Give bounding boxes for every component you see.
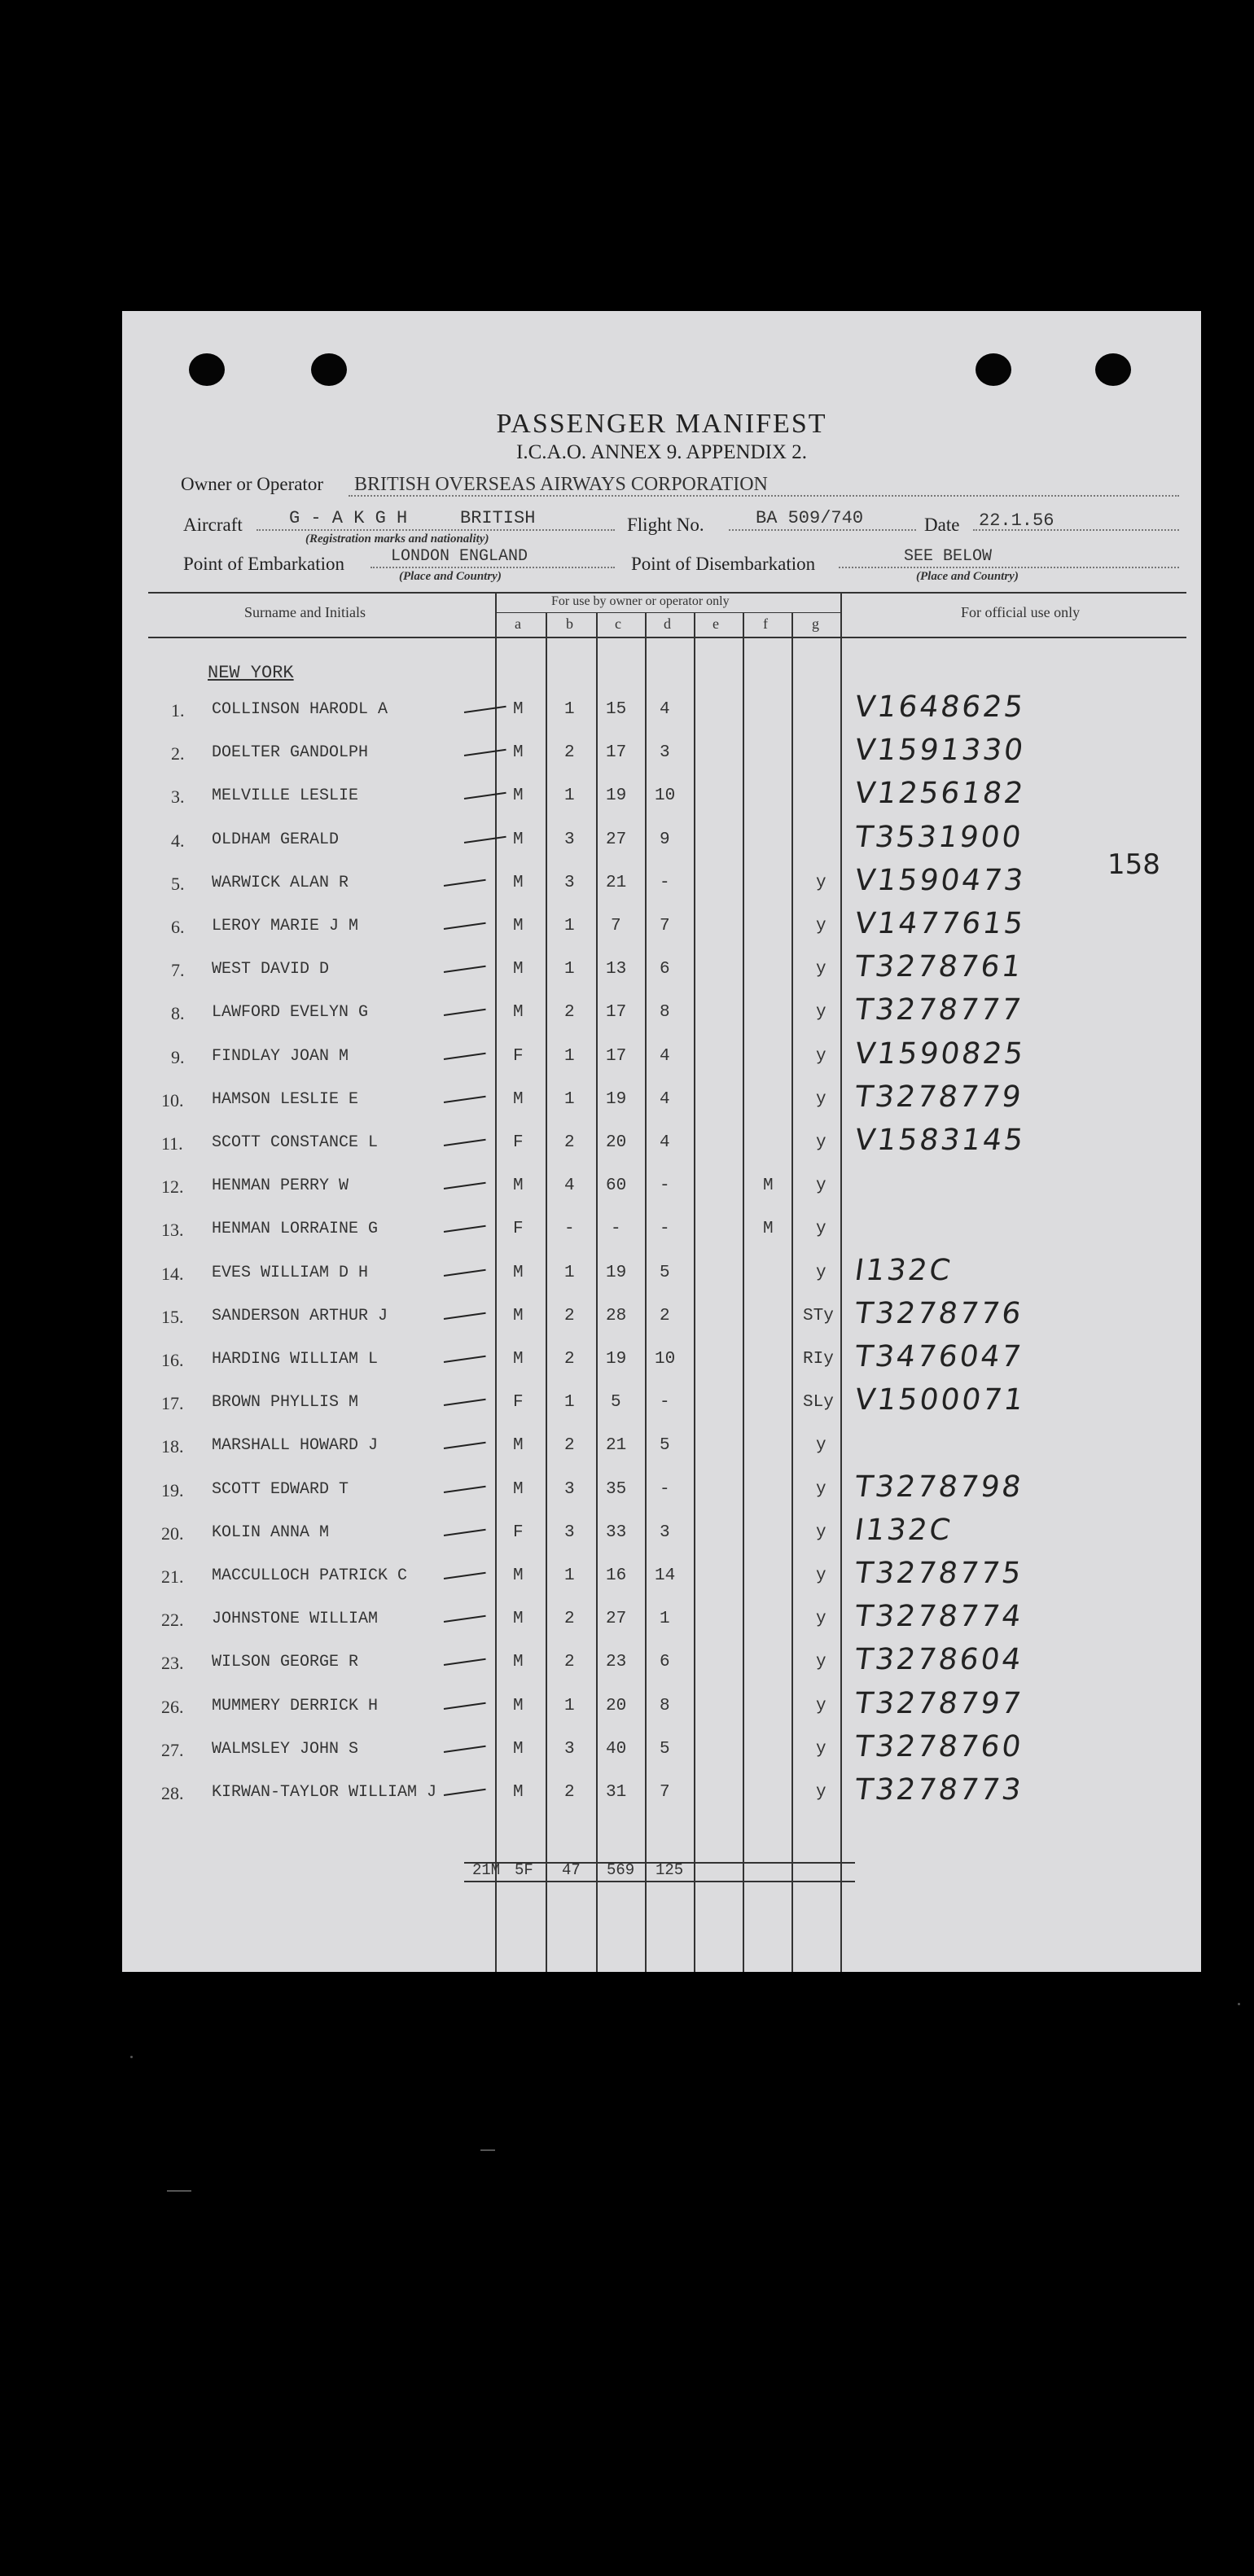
col-b-value: 3 [564,1523,575,1542]
official-handwritten-number: T3278798 [853,1470,1026,1504]
table-row [122,1514,1201,1556]
passenger-name: MUMMERY DERRICK H [212,1697,379,1715]
table-row [122,1080,1201,1123]
official-handwritten-number: T3531900 [853,821,1026,854]
official-handwritten-number: V1500071 [853,1383,1028,1417]
passenger-name: DOELTER GANDOLPH [212,743,369,762]
col-d-value: 14 [655,1566,676,1585]
table-row [122,690,1201,733]
official-handwritten-number: T3278604 [853,1643,1026,1676]
total-d: 125 [656,1861,684,1879]
total-male: 21M [472,1861,501,1879]
passenger-name: FINDLAY JOAN M [212,1047,349,1066]
manifest-page [122,311,1201,1972]
passenger-name: MELVILLE LESLIE [212,786,359,805]
col-b-value: - [564,1220,575,1238]
col-b-value: 2 [564,1307,575,1325]
passenger-name: KOLIN ANNA M [212,1523,330,1542]
table-row [122,1436,1201,1469]
col-g-value: STy [803,1307,834,1325]
flight-value: BA 509/740 [756,508,864,528]
col-c-value: 17 [606,1003,627,1022]
row-number: 14. [161,1264,184,1284]
col-g-value: y [816,1003,826,1022]
check-mark [444,1096,486,1103]
table-row [122,1600,1201,1642]
col-g-value: y [816,1480,826,1499]
check-mark [464,792,506,800]
col-b-value: 3 [564,874,575,892]
col-d-value: 2 [660,1307,670,1325]
col-b-value: 1 [564,1090,575,1109]
row-number: 17. [161,1393,184,1413]
row-number: 23. [161,1653,184,1673]
col-g-value: y [816,960,826,979]
col-d-value: 10 [655,1350,676,1369]
col-g-value: RIy [803,1350,834,1369]
punch-hole [976,353,1011,386]
table-row [122,1297,1201,1339]
row-number: 6. [171,917,185,937]
official-handwritten-number: T3278760 [853,1730,1026,1763]
col-d-value: - [660,1176,670,1195]
col-c-value: 19 [606,786,627,805]
table-row [122,1773,1201,1816]
subcol-d: d [664,616,671,632]
col-g-value: y [816,1047,826,1066]
row-number: 4. [171,830,185,851]
embark-label: Point of Embarkation [183,554,345,574]
subcol-e: e [712,616,719,632]
col-b-value: 2 [564,1610,575,1628]
table-row [122,1176,1201,1209]
row-number: 18. [161,1436,184,1457]
col-a-value: M [513,830,524,849]
col-d-value: 4 [660,1133,670,1152]
table-row [122,1340,1201,1382]
col-c-value: 17 [606,743,627,762]
col-a-value: M [513,917,524,935]
section-label: NEW YORK [208,663,294,683]
col-a-value: M [513,960,524,979]
col-c-value: 28 [606,1307,627,1325]
col-d-value: 5 [660,1436,670,1455]
col-d-value: 7 [660,917,670,935]
col-d-value: 4 [660,1090,670,1109]
passenger-name: MARSHALL HOWARD J [212,1436,379,1455]
check-mark [444,966,486,973]
col-a-value: M [513,1436,524,1455]
embark-note: (Place and Country) [399,570,502,583]
table-row [122,950,1201,992]
col-a-value: M [513,786,524,805]
col-c-value: 33 [606,1523,627,1542]
col-c-value: 13 [606,960,627,979]
check-mark [444,1529,486,1536]
col-b-value: 2 [564,1133,575,1152]
row-number: 9. [171,1047,185,1067]
col-b-value: 3 [564,830,575,849]
col-b-value: 2 [564,1436,575,1455]
col-a-value: M [513,1610,524,1628]
col-b-value: 2 [564,743,575,762]
col-d-value: 4 [660,700,670,719]
table-row [122,1037,1201,1080]
aircraft-reg: G - A K G H [289,508,408,528]
passenger-name: LAWFORD EVELYN G [212,1003,369,1022]
col-b-value: 2 [564,1653,575,1671]
row-number: 21. [161,1566,184,1587]
col-a-value: M [513,874,524,892]
subcol-b: b [566,616,573,632]
subcol-f: f [763,616,768,632]
col-a-value: F [513,1133,524,1152]
table-row [122,907,1201,949]
disembark-value: SEE BELOW [904,547,993,566]
col-d-value: 6 [660,1653,670,1671]
col-c-value: 27 [606,830,627,849]
col-c-value: 5 [611,1393,621,1412]
passenger-name: HAMSON LESLIE E [212,1090,359,1109]
passenger-name: COLLINSON HARODL A [212,700,388,719]
col-c-value: 16 [606,1566,627,1585]
row-number: 26. [161,1697,184,1717]
row-number: 3. [171,786,185,807]
passenger-name: OLDHAM GERALD [212,830,340,849]
col-a-value: F [513,1393,524,1412]
total-b: 47 [562,1861,581,1879]
row-number: 22. [161,1610,184,1630]
col-b-value: 1 [564,786,575,805]
col-c-value: 40 [606,1740,627,1759]
check-mark [464,706,506,713]
table-row [122,1470,1201,1513]
col-c-value: 20 [606,1697,627,1715]
col-c-value: - [611,1220,621,1238]
col-a-value: M [513,1480,524,1499]
check-mark [444,1312,486,1320]
flight-label: Flight No. [627,515,704,535]
passenger-name: SCOTT CONSTANCE L [212,1133,379,1152]
check-mark [444,1399,486,1406]
col-d-value: 6 [660,960,670,979]
punch-hole [189,353,225,386]
row-number: 5. [171,874,185,894]
col-g-value: y [816,1697,826,1715]
check-mark [444,1053,486,1060]
subcol-c: c [615,616,621,632]
row-number: 2. [171,743,185,764]
col-d-value: 5 [660,1740,670,1759]
col-a-value: M [513,1264,524,1282]
col-c-value: 7 [611,917,621,935]
col-g-value: y [816,1653,826,1671]
col-official-header: For official use only [961,604,1081,620]
col-a-value: M [513,1307,524,1325]
col-g-value: y [816,1783,826,1802]
official-handwritten-number: I132C [853,1254,955,1287]
col-g-value: y [816,1566,826,1585]
official-handwritten-number: T3278777 [853,993,1026,1027]
disembark-label: Point of Disembarkation [631,554,816,574]
col-b-value: 1 [564,917,575,935]
passenger-name: KIRWAN-TAYLOR WILLIAM J [212,1783,437,1802]
passenger-name: WARWICK ALAN R [212,874,349,892]
col-b-value: 3 [564,1740,575,1759]
aircraft-label: Aircraft [183,515,243,535]
table-row [122,1730,1201,1772]
row-number: 27. [161,1740,184,1760]
table-row [122,1687,1201,1729]
col-b-value: 1 [564,700,575,719]
col-d-value: 5 [660,1264,670,1282]
col-c-value: 31 [606,1783,627,1802]
passenger-name: WEST DAVID D [212,960,330,979]
col-a-value: M [513,700,524,719]
col-a-value: F [513,1523,524,1542]
table-row [122,734,1201,776]
official-handwritten-number: I132C [853,1514,955,1547]
row-number: 16. [161,1350,184,1370]
table-row [122,1220,1201,1252]
official-handwritten-number: T3278797 [853,1687,1026,1720]
col-c-value: 17 [606,1047,627,1066]
page-title: PASSENGER MANIFEST [496,409,827,439]
col-a-value: F [513,1220,524,1238]
check-mark [444,1486,486,1493]
row-number: 19. [161,1480,184,1500]
col-c-value: 15 [606,700,627,719]
col-g-value: y [816,1610,826,1628]
embark-value: LONDON ENGLAND [391,547,528,566]
col-name-header: Surname and Initials [244,604,366,620]
official-handwritten-number: V1591330 [853,734,1028,767]
passenger-name: BROWN PHYLLIS M [212,1393,359,1412]
col-d-value: - [660,1480,670,1499]
col-b-value: 2 [564,1783,575,1802]
col-owner-header: For use by owner or operator only [551,594,730,608]
check-mark [444,1789,486,1796]
check-mark [444,1139,486,1146]
col-c-value: 21 [606,874,627,892]
official-handwritten-number: T3476047 [853,1340,1026,1373]
date-value: 22.1.56 [979,510,1054,531]
col-b-value: 1 [564,1697,575,1715]
col-c-value: 19 [606,1264,627,1282]
col-a-value: M [513,1783,524,1802]
table-row [122,821,1201,863]
col-a-value: M [513,743,524,762]
col-d-value: - [660,1220,670,1238]
col-a-value: M [513,1697,524,1715]
col-g-value: y [816,1090,826,1109]
passenger-name: EVES WILLIAM D H [212,1264,369,1282]
check-mark [444,1009,486,1016]
official-handwritten-number: T3278779 [853,1080,1026,1114]
col-c-value: 20 [606,1133,627,1152]
col-c-value: 19 [606,1350,627,1369]
official-handwritten-number: V1648625 [853,690,1028,724]
official-handwritten-number: T3278761 [853,950,1026,984]
col-a-value: F [513,1047,524,1066]
aircraft-note: (Registration marks and nationality) [305,532,489,545]
owner-label: Owner or Operator [181,474,323,494]
row-number: 13. [161,1220,184,1240]
date-label: Date [924,515,960,535]
col-b-value: 1 [564,1393,575,1412]
col-d-value: 9 [660,830,670,849]
col-g-value: y [816,1436,826,1455]
check-mark [444,1615,486,1623]
col-g-value: y [816,1523,826,1542]
col-d-value: 8 [660,1003,670,1022]
passenger-name: SANDERSON ARTHUR J [212,1307,388,1325]
row-number: 15. [161,1307,184,1327]
passenger-name: LEROY MARIE J M [212,917,359,935]
page-subtitle: I.C.A.O. ANNEX 9. APPENDIX 2. [516,441,807,463]
col-d-value: - [660,1393,670,1412]
aircraft-nationality: BRITISH [460,508,536,528]
row-number: 1. [171,700,185,721]
col-d-value: 1 [660,1610,670,1628]
table-row [122,1124,1201,1166]
col-g-value: y [816,874,826,892]
col-a-value: M [513,1566,524,1585]
table-row [122,1254,1201,1296]
col-d-value: 7 [660,1783,670,1802]
col-d-value: 4 [660,1047,670,1066]
col-f-value: M [763,1176,774,1195]
col-b-value: 2 [564,1003,575,1022]
col-g-value: y [816,1740,826,1759]
col-a-value: M [513,1176,524,1195]
col-a-value: M [513,1740,524,1759]
col-b-value: 1 [564,1047,575,1066]
punch-hole [311,353,347,386]
row-number: 12. [161,1176,184,1197]
check-mark [444,1356,486,1363]
col-d-value: 8 [660,1697,670,1715]
table-row [122,777,1201,819]
row-number: 7. [171,960,185,980]
official-handwritten-number: V1590473 [853,864,1028,897]
owner-value: BRITISH OVERSEAS AIRWAYS CORPORATION [354,474,768,495]
official-handwritten-number: T3278773 [853,1773,1026,1807]
subcol-g: g [812,616,819,632]
passenger-name: HENMAN LORRAINE G [212,1220,379,1238]
official-handwritten-number: T3278776 [853,1297,1026,1330]
col-c-value: 35 [606,1480,627,1499]
passenger-name: WILSON GEORGE R [212,1653,359,1671]
col-g-value: y [816,1220,826,1238]
check-mark [444,1182,486,1189]
official-handwritten-number: V1256182 [853,777,1028,810]
col-g-value: y [816,1264,826,1282]
check-mark [444,1269,486,1277]
col-f-value: M [763,1220,774,1238]
check-mark [464,836,506,843]
row-number: 20. [161,1523,184,1544]
check-mark [444,879,486,887]
disembark-note: (Place and Country) [916,570,1019,583]
table-row [122,1557,1201,1599]
col-c-value: 60 [606,1176,627,1195]
col-g-value: y [816,1176,826,1195]
row-number: 28. [161,1783,184,1803]
passenger-name: JOHNSTONE WILLIAM [212,1610,379,1628]
col-b-value: 1 [564,1264,575,1282]
row-number: 10. [161,1090,184,1111]
official-handwritten-number: V1583145 [853,1124,1028,1157]
check-mark [444,1658,486,1666]
col-a-value: M [513,1090,524,1109]
col-c-value: 27 [606,1610,627,1628]
official-handwritten-number: T3278774 [853,1600,1026,1633]
col-d-value: 10 [655,786,676,805]
row-number: 8. [171,1003,185,1023]
check-mark [444,1702,486,1710]
col-c-value: 23 [606,1653,627,1671]
subcol-a: a [515,616,521,632]
col-b-value: 2 [564,1350,575,1369]
table-row [122,993,1201,1036]
col-c-value: 19 [606,1090,627,1109]
col-b-value: 1 [564,1566,575,1585]
col-b-value: 4 [564,1176,575,1195]
col-a-value: M [513,1003,524,1022]
col-b-value: 1 [564,960,575,979]
check-mark [444,1572,486,1579]
col-g-value: y [816,917,826,935]
table-row [122,1383,1201,1426]
check-mark [444,1225,486,1233]
table-row [122,1643,1201,1685]
col-g-value: SLy [803,1393,834,1412]
check-mark [444,1746,486,1753]
punch-hole [1095,353,1131,386]
row-number: 11. [161,1133,183,1154]
col-d-value: 3 [660,743,670,762]
official-handwritten-number: V1477615 [853,907,1028,940]
passenger-name: WALMSLEY JOHN S [212,1740,359,1759]
col-b-value: 3 [564,1480,575,1499]
official-handwritten-number: T3278775 [853,1557,1026,1590]
passenger-name: SCOTT EDWARD T [212,1480,349,1499]
side-number: 158 [1107,848,1160,881]
total-female: 5F [515,1861,533,1879]
col-c-value: 21 [606,1436,627,1455]
check-mark [444,1442,486,1449]
official-handwritten-number: V1590825 [853,1037,1028,1071]
check-mark [444,922,486,930]
passenger-name: HENMAN PERRY W [212,1176,349,1195]
passenger-name: HARDING WILLIAM L [212,1350,379,1369]
col-d-value: - [660,874,670,892]
col-a-value: M [513,1350,524,1369]
total-c: 569 [607,1861,635,1879]
passenger-name: MACCULLOCH PATRICK C [212,1566,408,1585]
col-d-value: 3 [660,1523,670,1542]
check-mark [464,749,506,756]
col-g-value: y [816,1133,826,1152]
col-a-value: M [513,1653,524,1671]
